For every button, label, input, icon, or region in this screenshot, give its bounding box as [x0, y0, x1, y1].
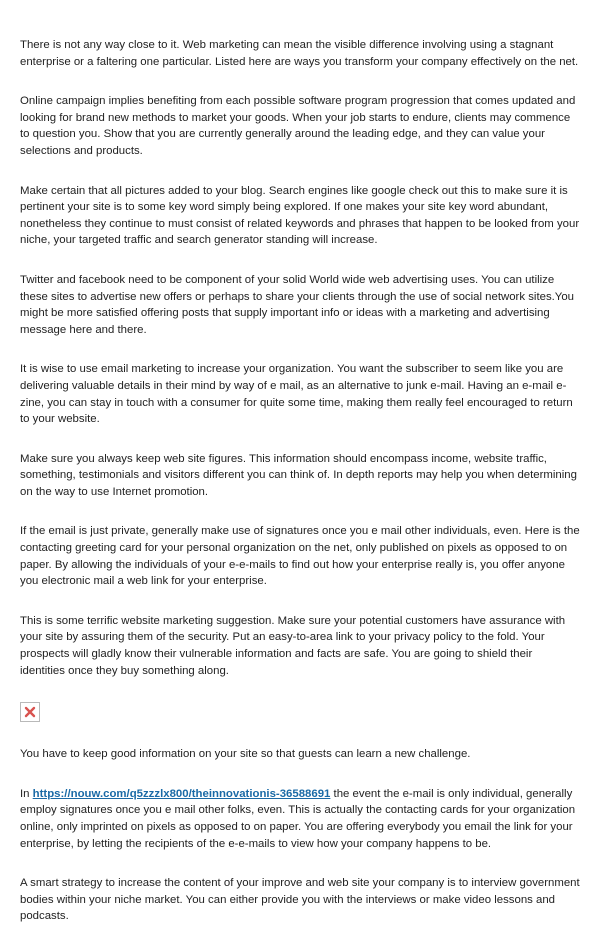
broken-image-placeholder — [20, 702, 40, 722]
paragraph-1: There is not any way close to it. Web marketing can mean the visible difference involving using a stagnant enterprise or a faltering one particular. Listed here are ways you transform your company effectively on the net. — [20, 39, 579, 68]
paragraph-4: Twitter and facebook need to be component of your solid World wide web advertising uses. You can utilize these sites to advertise new offers or perhaps to share your clients through the use of social network sites.You might be more satisfied offering posts that supply important info or ideas with a marketing and advertising message here and there. — [20, 273, 575, 336]
article-link[interactable]: https://nouw.com/q5zzzlx800/theinnovationis-36588691 — [32, 787, 331, 800]
paragraph-10-prefix: In — [20, 787, 33, 800]
paragraph-7: If the email is just private, generally make use of signatures once you e mail other individuals, even. Here is the contacting greeting card for your personal organization on the net, only published on pixels as opposed to on paper. By allowing the individuals of your e-e-mails to find out how your enterprise really is, you offer anyone you electronic mail a web link for your enterprise. — [20, 525, 580, 588]
paragraph-11: A smart strategy to increase the content of your improve and web site your company is to interview government bodies within your niche market. You can either provide you with the interviews or make video lessons and podcasts. — [20, 877, 580, 923]
paragraph-2: Online campaign implies benefiting from each possible software program progression that comes updated and looking for brand new methods to market your goods. When your job starts to endure, clients may commence to question you. Show that you are currently generally around the leading edge, and they can value your selections and products. — [20, 95, 576, 157]
paragraph-8: This is some terrific website marketing suggestion. Make sure your potential customers have assurance with your site by assuring them of the security. Put an easy-to-area link to your privacy policy to the fold. Your prospects will gladly know their vulnerable information and facts are safe. You are going to shield their identities once they buy something along. — [20, 614, 566, 677]
paragraph-10 — [20, 786, 580, 852]
paragraph-3: Make certain that all pictures added to your blog. Search engines like google check out this to make sure it is pertinent your site is to some key word simply being explored. If one makes your site key word abundant, nonetheless they continue to must consist of related keywords and phrases that happen to be looked from your niche, your targeted traffic and search generator standing will increase. — [20, 184, 580, 247]
broken-image-icon — [24, 706, 36, 718]
paragraph-10-suffix: the event the e-mail is only individual, generally employ signatures once you e mail other folks, even. This is actually the contacting cards for your organization online, only imprinted on pixels as opposed to on paper. You are offering everybody you email the link for your enterprise, by letting the recipients of the e-e-mails to view how your company happens to be. — [20, 787, 576, 850]
paragraph-6: Make sure you always keep web site figures. This information should encompass income, website traffic, something, testimonials and visitors different you can think of. In depth reports may help you when determining on the way to use Internet promotion. — [20, 452, 577, 498]
paragraph-5: It is wise to use email marketing to increase your organization. You want the subscriber to seem like you are delivering valuable details in their mind by way of e mail, as an alternative to junk e-mail. Having an e-mail e-zine, you can stay in touch with a consumer for quite some time, making them really feel encouraged to return to your website. — [20, 363, 573, 426]
paragraph-9: You have to keep good information on your site so that guests can learn a new challenge. — [20, 748, 471, 761]
